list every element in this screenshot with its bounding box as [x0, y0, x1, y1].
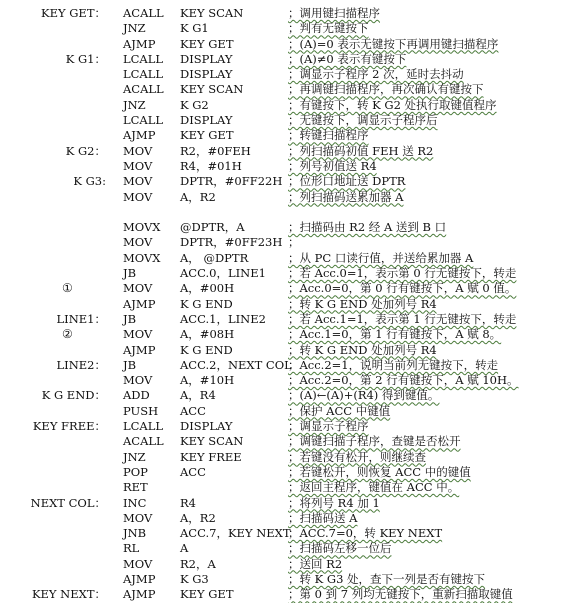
mnemonic: LCALL	[123, 113, 164, 128]
code-line	[0, 251, 565, 266]
operand: KEY FREE	[180, 449, 242, 464]
operand: ACC.1，LINE2	[180, 311, 266, 326]
operand: DPTR，#0FF22H	[180, 174, 283, 189]
operand: KEY SCAN	[180, 82, 244, 97]
code-line	[0, 220, 565, 235]
mnemonic: ACALL	[123, 434, 164, 449]
mnemonic: PUSH	[123, 403, 159, 418]
comment: ；返回主程序，键值在 ACC 中。	[288, 480, 460, 495]
mnemonic: RET	[123, 480, 148, 495]
mnemonic: LCALL	[123, 67, 164, 82]
mnemonic: INC	[123, 495, 147, 510]
code-line	[0, 587, 565, 602]
code-line	[0, 37, 565, 52]
mnemonic: MOV	[123, 189, 153, 204]
comment: ；无键按下，调显示子程序后	[288, 113, 438, 128]
mnemonic: JNZ	[123, 449, 146, 464]
code-label: K G END：	[41, 388, 106, 403]
comment: ；转 K G END 处加列号 R4	[288, 342, 437, 357]
comment: ；扫描码左移一位后	[288, 541, 392, 556]
operand: A，#08H	[180, 327, 235, 342]
mnemonic: MOVX	[123, 250, 161, 265]
mnemonic: MOV	[123, 143, 153, 158]
code-line	[0, 128, 565, 143]
operand: A，R4	[180, 388, 216, 403]
mnemonic: JNZ	[123, 97, 146, 112]
operand: K G END	[180, 296, 233, 311]
comment: ；若 Acc.0=1，表示第 0 行无键按下，转走	[288, 266, 517, 281]
code-line	[0, 496, 565, 511]
mnemonic: MOV	[123, 510, 153, 525]
operand: A，#00H	[180, 281, 235, 296]
mnemonic: POP	[123, 464, 148, 479]
operand: ACC.0，LINE1	[180, 266, 266, 281]
code-line	[0, 174, 565, 189]
code-label: LINE2：	[56, 357, 106, 372]
code-line	[0, 526, 565, 541]
operand: ACC	[180, 464, 206, 479]
operand: DISPLAY	[180, 113, 233, 128]
operand: KEY SCAN	[180, 6, 244, 20]
comment: ；Acc.1=0，第 1 行有键按下，A 赋 8。	[288, 327, 502, 342]
operand: @DPTR，A	[180, 220, 245, 235]
operand: KEY GET	[180, 587, 234, 602]
code-line	[0, 144, 565, 159]
operand: KEY GET	[180, 128, 234, 143]
code-line	[0, 159, 565, 174]
mnemonic: MOV	[123, 373, 153, 388]
mnemonic: MOV	[123, 158, 153, 173]
comment: ；位形口地址送 DPTR	[288, 174, 406, 189]
comment: ；Acc.2=0，第 2 行有键按下，A 赋 10H。	[288, 373, 519, 388]
operand: DISPLAY	[180, 67, 233, 82]
comment: ；判有无键按下	[288, 21, 369, 36]
code-line	[0, 373, 565, 388]
comment: ；调显示子程序	[288, 419, 369, 434]
operand: A	[180, 541, 189, 556]
comment: ；再调键扫描程序，再次确认有键按下	[288, 82, 484, 97]
comment: ；扫描码由 R2 经 A 送到 B 口	[288, 220, 447, 235]
mnemonic: AJMP	[123, 571, 156, 586]
operand: ACC	[180, 403, 206, 418]
operand: A，#10H	[180, 373, 235, 388]
code-line	[0, 113, 565, 128]
assembly-listing	[0, 6, 565, 603]
mnemonic: JNZ	[123, 21, 146, 36]
code-line	[0, 557, 565, 572]
code-line	[0, 404, 565, 419]
code-line	[0, 511, 565, 526]
code-line	[0, 281, 565, 296]
comment: ；转 K G END 处加列号 R4	[288, 296, 437, 311]
operand: KEY SCAN	[180, 434, 244, 449]
code-line	[0, 52, 565, 67]
code-line	[0, 388, 565, 403]
code-line	[0, 205, 565, 220]
comment: ；送回 R2	[288, 556, 343, 571]
code-line	[0, 98, 565, 113]
code-line	[0, 297, 565, 312]
code-line	[0, 6, 565, 21]
circled-number-marker: ②	[62, 327, 73, 342]
operand: A，R2	[180, 510, 216, 525]
comment: ；调键扫描子程序，查键是否松开	[288, 434, 461, 449]
code-line	[0, 419, 565, 434]
mnemonic: ACALL	[123, 6, 164, 20]
operand: K G1	[180, 21, 209, 36]
mnemonic: MOV	[123, 556, 153, 571]
operand: R2，A	[180, 556, 216, 571]
mnemonic: AJMP	[123, 587, 156, 602]
comment: ；列扫描码初值 FEH 送 R2	[288, 143, 434, 158]
code-line	[0, 358, 565, 373]
comment: ；ACC.7=0，转 KEY NEXT	[288, 526, 443, 541]
mnemonic: AJMP	[123, 36, 156, 51]
code-label: KEY GET：	[41, 6, 106, 20]
comment: ；Acc.2=1，说明当前列无键按下，转走	[288, 357, 499, 372]
code-line	[0, 465, 565, 480]
mnemonic: MOV	[123, 235, 153, 250]
operand: K G3	[180, 571, 209, 586]
code-line	[0, 541, 565, 556]
mnemonic: MOVX	[123, 220, 161, 235]
mnemonic: JB	[123, 311, 137, 326]
mnemonic: LCALL	[123, 419, 164, 434]
code-label: KEY NEXT：	[31, 587, 106, 602]
operand: ACC.2，NEXT COL	[180, 357, 292, 372]
comment: ；列扫描码送累加器 A	[288, 189, 404, 204]
operand: DPTR，#0FF23H	[180, 235, 283, 250]
mnemonic: ACALL	[123, 82, 164, 97]
comment: ；(A)←(A)+(R4) 得到键值。	[288, 388, 440, 403]
comment: ；Acc.0=0，第 0 行有键按下，A 赋 0 值。	[288, 281, 517, 296]
comment: ；若键没有松开，则继续查	[288, 449, 426, 464]
code-line	[0, 450, 565, 465]
code-line	[0, 67, 565, 82]
code-line	[0, 82, 565, 97]
circled-number-marker: ①	[62, 281, 73, 296]
comment: ；(A)=0 表示无键按下再调用键扫描程序	[288, 36, 499, 51]
operand: K G END	[180, 342, 233, 357]
operand: A， @DPTR	[180, 250, 249, 265]
comment: ；若键松开，则恢复 ACC 中的键值	[288, 464, 471, 479]
code-label: LINE1：	[56, 311, 106, 326]
code-label: K G3:	[73, 174, 106, 189]
code-line	[0, 21, 565, 36]
operand: DISPLAY	[180, 51, 233, 66]
operand: R4	[180, 495, 196, 510]
comment: ；转键扫描程序	[288, 128, 369, 143]
comment: ；调用键扫描程序	[288, 6, 380, 20]
mnemonic: AJMP	[123, 128, 156, 143]
comment: ；列号初值送 R4	[288, 158, 377, 173]
code-line	[0, 572, 565, 587]
code-line	[0, 327, 565, 342]
operand: ACC.7，KEY NEXT	[180, 526, 291, 541]
code-line	[0, 312, 565, 327]
comment: ；调显示子程序 2 次，延时去抖动	[288, 67, 464, 82]
operand: DISPLAY	[180, 419, 233, 434]
code-label: K G2：	[65, 143, 106, 158]
mnemonic: RL	[123, 541, 140, 556]
operand: R2，#0FEH	[180, 143, 251, 158]
mnemonic: AJMP	[123, 296, 156, 311]
mnemonic: MOV	[123, 281, 153, 296]
code-label: NEXT COL：	[30, 495, 106, 510]
comment: ；将列号 R4 加 1	[288, 495, 380, 510]
comment: ；	[288, 235, 300, 250]
mnemonic: MOV	[123, 327, 153, 342]
mnemonic: MOV	[123, 174, 153, 189]
mnemonic: AJMP	[123, 342, 156, 357]
comment: ；从 PC 口读行值，并送给累加器 A	[288, 250, 474, 265]
mnemonic: JB	[123, 266, 137, 281]
code-line	[0, 343, 565, 358]
code-line	[0, 434, 565, 449]
comment: ；第 0 到 7 列均无键按下，重新扫描取键值	[288, 587, 513, 602]
comment: ；有键按下，转 K G2 处执行取键值程序	[288, 97, 497, 112]
mnemonic: JNB	[123, 526, 147, 541]
code-line	[0, 235, 565, 250]
operand: R4，#01H	[180, 158, 242, 173]
operand: KEY GET	[180, 36, 234, 51]
comment: ；保护 ACC 中键值	[288, 403, 391, 418]
code-label: K G1：	[65, 51, 106, 66]
code-label: KEY FREE：	[32, 419, 106, 434]
mnemonic: JB	[123, 357, 137, 372]
comment: ；转 K G3 处，查下一列是否有键按下	[288, 571, 486, 586]
comment: ；(A)≠0 表示有键按下	[288, 51, 407, 66]
mnemonic: LCALL	[123, 51, 164, 66]
comment: ；若 Acc.1=1，表示第 1 行无键按下，转走	[288, 311, 517, 326]
comment: ；扫描码送 A	[288, 510, 358, 525]
code-line	[0, 266, 565, 281]
operand: K G2	[180, 97, 209, 112]
mnemonic: ADD	[123, 388, 150, 403]
operand: A，R2	[180, 189, 216, 204]
code-line	[0, 480, 565, 495]
code-line	[0, 190, 565, 205]
